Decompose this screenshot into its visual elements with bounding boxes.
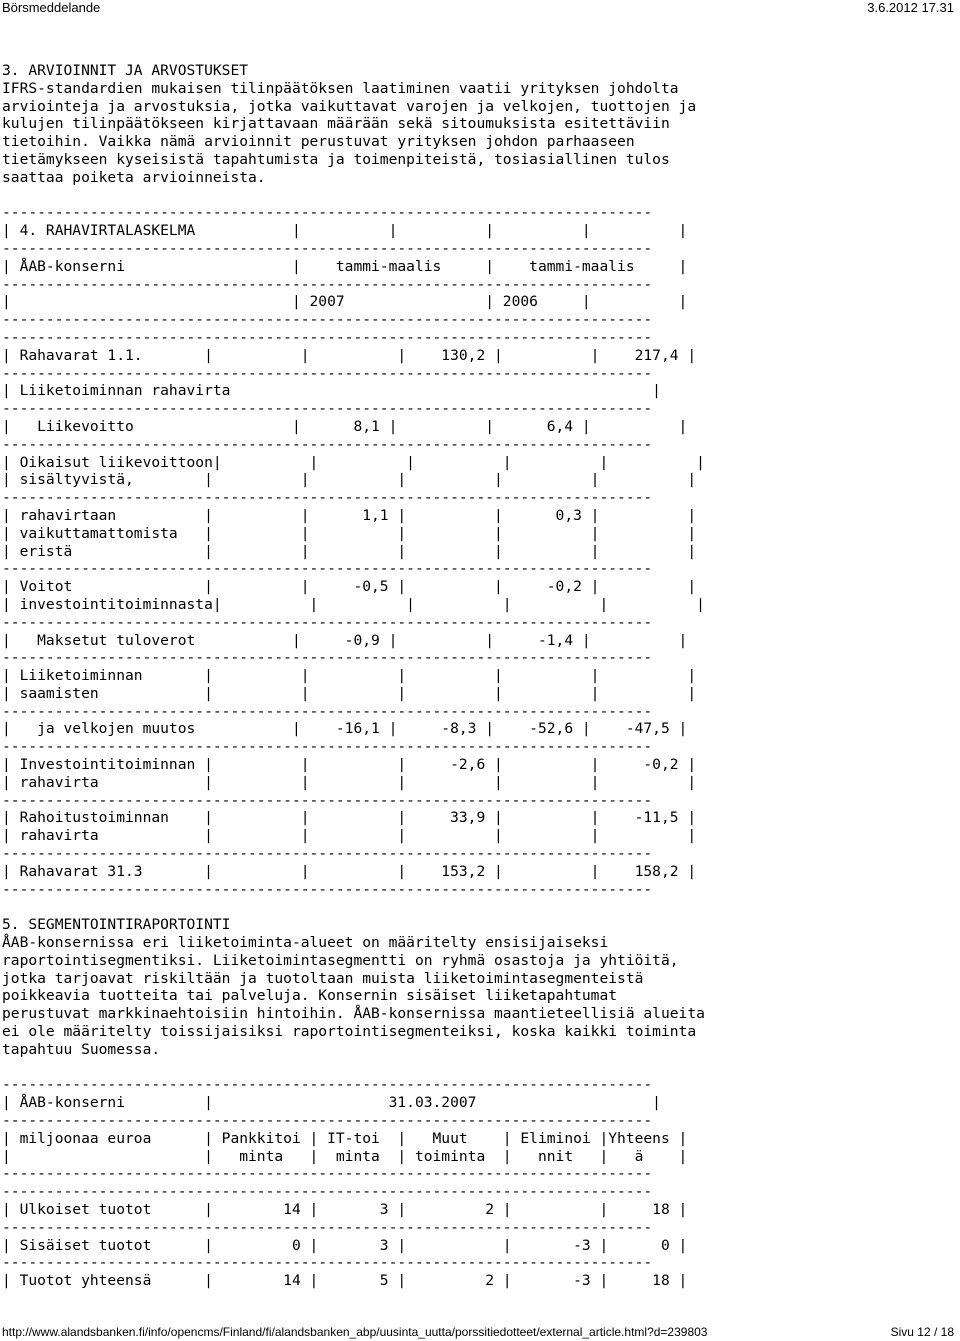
cashflow-row: | Rahavarat 31.3 | | | 153,2 | | 158,2 | [2,862,697,880]
cashflow-table-header: | ÅAB-konserni | tammi-maalis | tammi-maalis | [2,257,688,275]
table-rule: -------------------------------------------------------------------------- [2,1165,653,1183]
section-5-heading: 5. SEGMENTOINTIRAPORTOINTI [2,916,231,934]
header-datetime: 3.6.2012 17.31 [867,0,954,15]
table-rule: -------------------------------------------------------------------------- [2,880,653,898]
table-rule: -------------------------------------------------------------------------- [2,364,653,382]
cashflow-row: | sisältyvistä, | | | | | | [2,471,697,489]
table-rule: -------------------------------------------------------------------------- [2,1183,653,1201]
footer-page-number: Sivu 12 / 18 [890,1325,954,1339]
cashflow-row: | rahavirtaan | | 1,1 | | 0,3 | | [2,506,697,524]
cashflow-table-title: | 4. RAHAVIRTALASKELMA | | | | | [2,222,688,240]
table-rule: -------------------------------------------------------------------------- [2,560,653,578]
table-rule: -------------------------------------------------------------------------- [2,791,653,809]
section-3-line: arviointeja ja arvostuksia, jotka vaikuttavat varojen ja velkojen, tuottojen ja [2,97,697,115]
segment-row: | Sisäiset tuotot | 0 | 3 | | -3 | 0 | [2,1236,688,1254]
section-3-line: IFRS-standardien mukaisen tilinpäätöksen laatiminen vaatii yrityksen johdolta [2,79,679,97]
cashflow-row: | Maksetut tuloverot | -0,9 | | -1,4 | | [2,631,688,649]
segment-row: | Tuotot yhteensä | 14 | 5 | 2 | -3 | 18 | [2,1272,688,1290]
cashflow-row: | Rahavarat 1.1. | | | 130,2 | | 217,4 | [2,346,697,364]
cashflow-row: | rahavirta | | | | | | [2,773,697,791]
cashflow-row: | investointitoiminnasta| | | | | | [2,595,705,613]
table-rule: -------------------------------------------------------------------------- [2,1254,653,1272]
table-rule: -------------------------------------------------------------------------- [2,845,653,863]
cashflow-row: | saamisten | | | | | | [2,684,697,702]
segment-table-header: | ÅAB-konserni | 31.03.2007 | [2,1094,661,1112]
table-rule: -------------------------------------------------------------------------- [2,1112,653,1130]
table-rule: -------------------------------------------------------------------------- [2,328,653,346]
section-5-line: ei ole määritelty toissijaisiksi raportointisegmenteiksi, koska kaikki toiminta [2,1023,697,1041]
footer-url[interactable]: http://www.alandsbanken.fi/info/opencms/Finland/fi/alandsbanken_abp/uusinta_uutta/porssitiedotteet/external_article.html?d=239803 [2,1325,708,1339]
section-3-line: tietoihin. Vaikka nämä arvioinnit perustuvat yrityksen johdon parhaaseen [2,133,635,151]
cashflow-row: | ja velkojen muutos | -16,1 | -8,3 | -52,6 | -47,5 | [2,720,688,738]
table-rule: -------------------------------------------------------------------------- [2,489,653,507]
table-rule: -------------------------------------------------------------------------- [2,702,653,720]
cashflow-row: | vaikuttamattomista | | | | | | [2,524,697,542]
cashflow-row: | Liiketoiminnan | | | | | | [2,667,697,685]
segment-table-columns: | miljoonaa euroa | Pankkitoi | IT-toi | Muut | Eliminoi |Yhteens | [2,1129,688,1147]
section-3-line: tietämykseen kyseisistä tapahtumista ja toimenpiteistä, tosiasiallinen tulos [2,150,670,168]
page-footer [0,1325,960,1341]
cashflow-row: | eristä | | | | | | [2,542,697,560]
section-5-line: raportointisegmentiksi. Liiketoimintasegmentti on ryhmä osastoja ja yhtiöitä, [2,951,679,969]
table-rule: -------------------------------------------------------------------------- [2,400,653,418]
table-rule: -------------------------------------------------------------------------- [2,311,653,329]
cashflow-row: | Voitot | | -0,5 | | -0,2 | | [2,578,697,596]
table-rule: -------------------------------------------------------------------------- [2,275,653,293]
document-text [2,62,705,1290]
segment-table-columns: | | minta | minta | toiminta | nnit | ä | [2,1147,688,1165]
cashflow-row: | Oikaisut liikevoittoon| | | | | | [2,453,705,471]
section-5-line: poikkeavia tuotteita tai palveluja. Konsernin sisäiset liiketapahtumat [2,987,618,1005]
section-5-line: ÅAB-konsernissa eri liiketoiminta-alueet on määritelty ensisijaiseksi [2,934,609,952]
section-5-line: jotka tarjoavat riskiltään ja tuotoltaan muista liiketoimintasegmenteistä [2,969,644,987]
table-rule: -------------------------------------------------------------------------- [2,204,653,222]
cashflow-row: | Liiketoiminnan rahavirta | [2,382,661,400]
table-rule: -------------------------------------------------------------------------- [2,613,653,631]
section-5-line: tapahtuu Suomessa. [2,1040,161,1058]
cashflow-table-years: | | 2007 | 2006 | | [2,293,688,311]
cashflow-row: | Liikevoitto | 8,1 | | 6,4 | | [2,417,688,435]
table-rule: -------------------------------------------------------------------------- [2,1076,653,1094]
table-rule: -------------------------------------------------------------------------- [2,738,653,756]
cashflow-row: | rahavirta | | | | | | [2,827,697,845]
table-rule: -------------------------------------------------------------------------- [2,239,653,257]
table-rule: -------------------------------------------------------------------------- [2,1218,653,1236]
header-title: Börsmeddelande [2,0,101,15]
section-3-line: saattaa poiketa arvioinneista. [2,168,266,186]
segment-row: | Ulkoiset tuotot | 14 | 3 | 2 | | 18 | [2,1201,688,1218]
table-rule: -------------------------------------------------------------------------- [2,649,653,667]
section-3-heading: 3. ARVIOINNIT JA ARVOSTUKSET [2,62,249,79]
cashflow-row: | Rahoitustoiminnan | | | 33,9 | | -11,5 | [2,809,697,827]
cashflow-row: | Investointitoiminnan | | | -2,6 | | -0,2 | [2,756,697,774]
table-rule: -------------------------------------------------------------------------- [2,435,653,453]
section-5-line: perustuvat markkinaehtoisiin hintoihin. ÅAB-konsernissa maantieteellisiä alueita [2,1005,705,1023]
section-3-line: kulujen tilinpäätökseen kirjattavaan määrään sekä sitoumuksista esitettäviin [2,115,670,133]
